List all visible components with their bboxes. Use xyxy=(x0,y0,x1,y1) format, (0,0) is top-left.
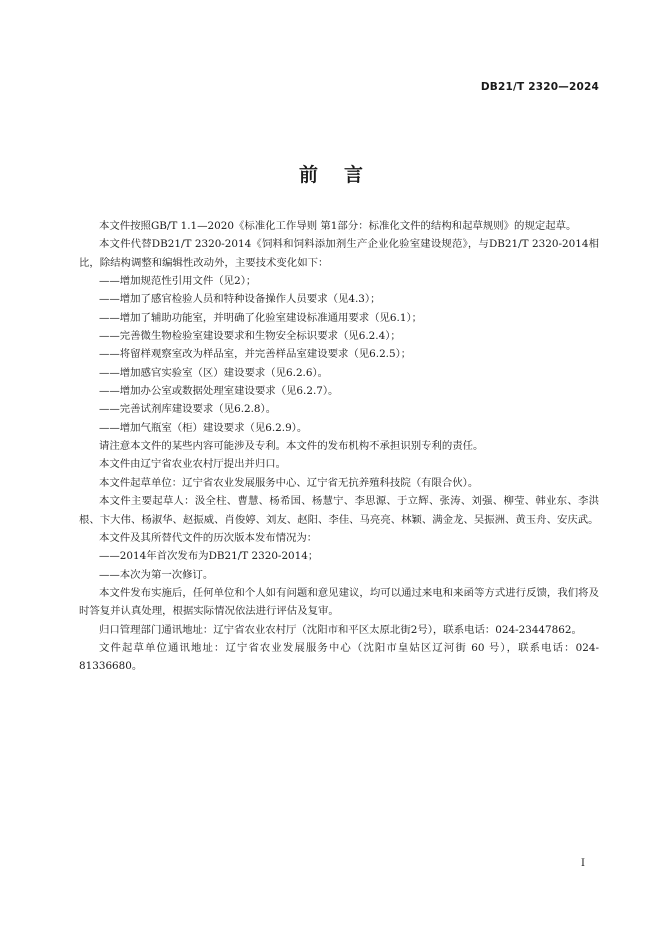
paragraph-replacement: 本文件代替DB21/T 2320-2014《饲料和饲料添加剂生产企业化验室建设规范》，与DB21/T 2320-2014相比，除结构调整和编辑性改动外，主要技术变化如下： xyxy=(79,238,599,269)
document-code: DB21/T 2320—2024 xyxy=(480,81,599,93)
change-item: ——增加感官实验室（区）建设要求（见6.2.6）。 xyxy=(99,366,329,379)
paragraph-drafting-rules: 本文件按照GB/T 1.1—2020《标准化工作导则 第1部分：标准化文件的结构和起草规则》的规定起草。 xyxy=(99,220,577,232)
version-item: ——2014年首次发布为DB21/T 2320-2014； xyxy=(99,550,319,563)
paragraph-drafters: 本文件主要起草人：汲全柱、曹慧、杨希国、杨慧宁、李思源、于立辉、张涛、刘强、柳莹、韩业东、李洪根、卞大伟、杨淑华、赵振威、肖俊婷、刘友、赵阳、李佳、马亮亮、林颖、满金龙、吴振洲、黄玉舟、安庆武。 xyxy=(79,495,599,526)
paragraph-version-history: 本文件及其所替代文件的历次版本发布情况为： xyxy=(99,531,318,544)
change-item: ——完善试剂库建设要求（见6.2.8）。 xyxy=(99,403,277,416)
change-item: ——完善微生物检验室建设要求和生物安全标识要求（见6.2.4）； xyxy=(99,330,401,343)
change-item: ——增加气瓶室（柜）建设要求（见6.2.9）。 xyxy=(99,421,308,434)
version-item: ——本次为第一次修订。 xyxy=(99,568,214,581)
change-item: ——将留样观察室改为样品室，并完善样品室建设要求（见6.2.5）； xyxy=(99,348,412,361)
paragraph-proposer: 本文件由辽宁省农业农村厅提出并归口。 xyxy=(99,458,287,471)
page-number: I xyxy=(581,858,585,869)
paragraph-drafting-units: 本文件起草单位：辽宁省农业发展服务中心、辽宁省无抗养殖科技院（有限合伙）。 xyxy=(99,476,479,489)
change-item: ——增加了辅助功能室，并明确了化验室建设标准通用要求（见6.1）； xyxy=(99,311,423,324)
page-title: 前言 xyxy=(298,164,389,186)
change-item: ——增加办公室或数据处理室建设要求（见6.2.7）。 xyxy=(99,385,339,398)
paragraph-feedback: 本文件发布实施后，任何单位和个人如有问题和意见建议，均可以通过来电和来函等方式进行反馈，我们将及时答复并认真处理，根据实际情况依法进行评估及复审。 xyxy=(79,586,599,618)
paragraph-authority-address: 归口管理部门通讯地址：辽宁省农业农村厅（沈阳市和平区太原北街2号），联系电话：024-23447862。 xyxy=(99,623,582,636)
change-item: ——增加规范性引用文件（见2）； xyxy=(99,275,257,288)
change-item: ——增加了感官检验人员和特种设备操作人员要求（见4.3）； xyxy=(99,293,381,306)
paragraph-patent-notice: 请注意本文件的某些内容可能涉及专利。本文件的发布机构不承担识别专利的责任。 xyxy=(99,440,484,453)
paragraph-drafter-address: 文件起草单位通讯地址：辽宁省农业发展服务中心（沈阳市皇姑区辽河街 60 号），联系电话：024-81336680。 xyxy=(79,641,599,673)
foreword-body xyxy=(79,217,599,676)
